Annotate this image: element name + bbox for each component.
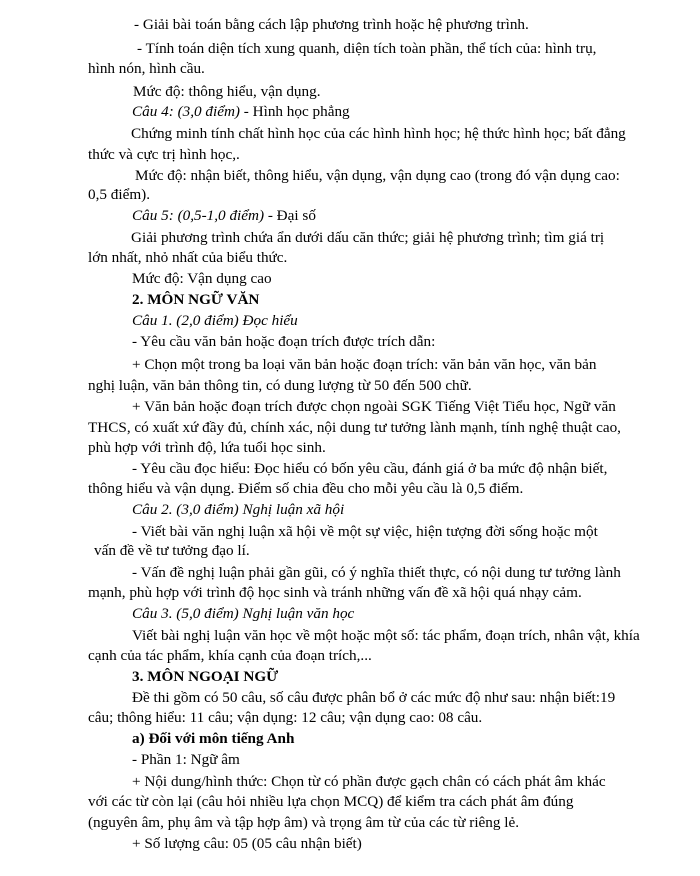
question-label: Câu 5: (0,5-1,0 điểm)	[132, 207, 265, 224]
question-line	[132, 102, 350, 122]
question-topic: - Hình học phẳng	[239, 103, 350, 120]
text-line: 0,5 điểm).	[88, 186, 151, 203]
text-line: mạnh, phù hợp với trình độ học sinh và tránh những vấn đề xã hội quá nhạy cảm.	[88, 584, 582, 601]
text-line: với các từ còn lại (câu hỏi nhiều lựa chọn MCQ) để kiểm tra cách phát âm đúng	[88, 793, 574, 810]
text-line: hình nón, hình cầu.	[88, 60, 205, 77]
text-line: cạnh của tác phẩm, khía cạnh của đoạn trích,...	[88, 647, 372, 664]
text-line: vấn đề về tư tưởng đạo lí.	[94, 542, 250, 559]
section-heading: 2. MÔN NGỮ VĂN	[132, 291, 260, 308]
text-line: thông hiểu và vận dụng. Điểm số chia đều cho mỗi yêu cầu là 0,5 điểm.	[88, 480, 524, 497]
text-line: + Văn bản hoặc đoạn trích được chọn ngoài SGK Tiếng Việt Tiểu học, Ngữ văn	[132, 398, 616, 415]
text-line: Mức độ: nhận biết, thông hiểu, vận dụng, vận dụng cao (trong đó vận dụng cao:	[135, 167, 620, 184]
text-line: Giải phương trình chứa ẩn dưới dấu căn thức; giải hệ phương trình; tìm giá trị	[131, 229, 605, 246]
question-topic: - Đại số	[264, 207, 316, 224]
text-line: - Giải bài toán bằng cách lập phương trình hoặc hệ phương trình.	[134, 16, 529, 33]
question-line	[132, 206, 316, 226]
question-heading: Câu 3. (5,0 điểm) Nghị luận văn học	[132, 605, 355, 622]
text-line: - Phần 1: Ngữ âm	[132, 751, 240, 768]
text-line: Mức độ: thông hiểu, vận dụng.	[133, 83, 321, 100]
text-line: - Viết bài văn nghị luận xã hội về một sự việc, hiện tượng đời sống hoặc một	[132, 523, 598, 540]
text-line: (nguyên âm, phụ âm và tập hợp âm) và trọng âm từ của các từ riêng lẻ.	[88, 814, 520, 831]
text-line: lớn nhất, nhỏ nhất của biểu thức.	[88, 249, 288, 266]
section-heading: 3. MÔN NGOẠI NGỮ	[132, 668, 279, 685]
text-line: Đề thi gồm có 50 câu, số câu được phân bổ ở các mức độ như sau: nhận biết:19	[132, 689, 616, 706]
text-line: thức và cực trị hình học,.	[88, 146, 240, 163]
text-line: + Số lượng câu: 05 (05 câu nhận biết)	[132, 835, 362, 852]
question-label: Câu 4: (3,0 điểm)	[132, 103, 240, 120]
text-line: Mức độ: Vận dụng cao	[132, 270, 272, 287]
text-line: - Yêu cầu đọc hiểu: Đọc hiểu có bốn yêu cầu, đánh giá ở ba mức độ nhận biết,	[132, 460, 608, 477]
text-line: - Tính toán diện tích xung quanh, diện tích toàn phần, thể tích của: hình trụ,	[137, 40, 597, 57]
question-heading: Câu 1. (2,0 điểm) Đọc hiểu	[132, 312, 298, 329]
question-heading: Câu 2. (3,0 điểm) Nghị luận xã hội	[132, 501, 345, 518]
text-line: nghị luận, văn bản thông tin, có dung lượng từ 50 đến 500 chữ.	[88, 377, 472, 394]
text-line: Chứng minh tính chất hình học của các hình hình học; hệ thức hình học; bất đẳng	[131, 125, 626, 142]
text-line: - Vấn đề nghị luận phải gần gũi, có ý nghĩa thiết thực, có nội dung tư tưởng lành	[132, 564, 621, 581]
text-line: + Chọn một trong ba loại văn bản hoặc đoạn trích: văn bản văn học, văn bản	[132, 356, 597, 373]
text-line: THCS, có xuất xứ đầy đủ, chính xác, nội dung tư tưởng lành mạnh, tính nghệ thuật cao,	[88, 419, 621, 436]
text-line: - Yêu cầu văn bản hoặc đoạn trích được trích dẫn:	[132, 333, 436, 350]
text-line: Viết bài nghị luận văn học về một hoặc một số: tác phẩm, đoạn trích, nhân vật, khía	[132, 627, 640, 644]
text-line: phù hợp với trình độ, lứa tuổi học sinh.	[88, 439, 326, 456]
text-line: + Nội dung/hình thức: Chọn từ có phần được gạch chân có cách phát âm khác	[132, 773, 606, 790]
subsection-heading: a) Đối với môn tiếng Anh	[132, 730, 295, 747]
text-line: câu; thông hiểu: 11 câu; vận dụng: 12 câu; vận dụng cao: 08 câu.	[88, 709, 483, 726]
